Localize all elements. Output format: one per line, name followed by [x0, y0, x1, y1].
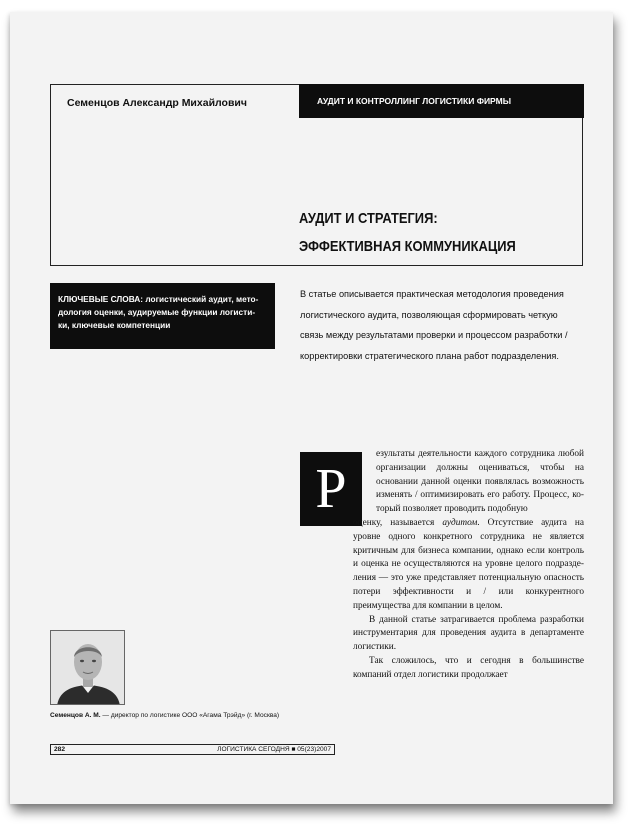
paragraph-3: Так сложилось, что и сегодня в большинстве компаний отдел логистики продолжает — [353, 655, 584, 680]
caption-name: Семенцов А. М. — [50, 712, 101, 719]
journal-issue: ЛОГИСТИКА СЕГОДНЯ ■ 05(23)2007 — [217, 746, 331, 753]
article-body — [353, 448, 584, 683]
paragraph-1-post: . Отсутствие аудита на уровне одного конкретного сотрудника не является критичным для бизнеса компании, однако если контроль и оценка не осуществляются на уровне целого подразделения — это уже представляет потенциальную опасность потери эффективности и / или конкурентного преимущества для компании в целом. — [353, 517, 584, 611]
author-name: Семенцов Александр Михайлович — [67, 97, 247, 109]
paragraph-lead: езультаты деятельности каждого сотрудника любой организации должны оцениваться, чтобы на основании данной оценки появлялась возможность изменять / оптимизировать его работу. Процесс, который позволяет проводить подобную — [376, 449, 584, 515]
page-number: 282 — [54, 746, 66, 753]
drop-cap: Р — [300, 452, 362, 526]
keywords-line-1: КЛЮЧЕВЫЕ СЛОВА: логистический аудит, мето- — [58, 294, 259, 304]
magazine-page — [10, 12, 613, 804]
paragraph-1 — [353, 517, 584, 614]
keywords-line-2: дология оценки, аудируемые функции логисти- — [58, 307, 256, 317]
abstract — [300, 284, 580, 366]
title-line-1: АУДИТ И СТРАТЕГИЯ: — [299, 210, 438, 227]
paragraph-1-pre: оценку, называется — [353, 517, 443, 528]
abstract-line-2: логистического аудита, позволяющая сформировать четкую — [300, 309, 558, 320]
abstract-line-1: В статье описывается практическая методология проведения — [300, 289, 564, 299]
audit-term: аудитом — [442, 517, 478, 528]
page-footer — [50, 744, 335, 755]
photo-caption — [50, 712, 330, 719]
article-title — [299, 205, 516, 261]
abstract-line-4: корректировки стратегического плана работ подразделения. — [300, 350, 559, 361]
article-header-box — [50, 84, 583, 266]
caption-text: — директор по логистике ООО «Агама Трэйд» (г. Москва) — [100, 712, 280, 719]
keywords-box — [50, 283, 275, 349]
author-photo — [50, 630, 125, 705]
author-portrait-icon — [51, 631, 125, 705]
abstract-line-3: связь между результатами проверки и процессом разработки / — [300, 330, 568, 340]
section-bar: АУДИТ И КОНТРОЛЛИНГ ЛОГИСТИКИ ФИРМЫ — [299, 84, 584, 118]
keywords-line-3: ки, ключевые компетенции — [58, 320, 171, 330]
paragraph-2: В данной статье затрагивается проблема разработки инструментария для проведения аудита в департаменте логистики. — [353, 614, 584, 653]
title-line-2: ЭФФЕКТИВНАЯ КОММУНИКАЦИЯ — [299, 238, 516, 255]
